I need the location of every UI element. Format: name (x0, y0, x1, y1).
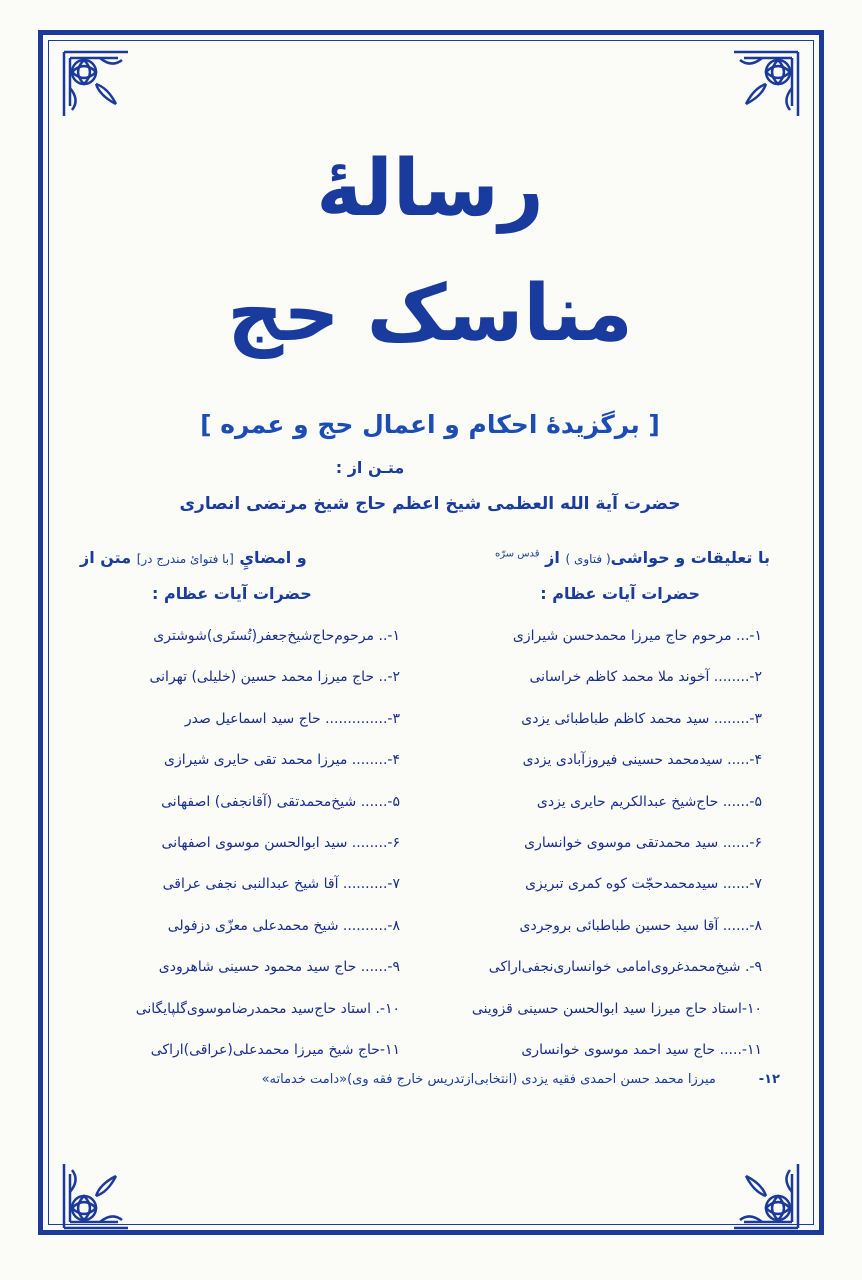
left-heading-main: و امضايِ (239, 548, 307, 567)
list-item: ۹-. شیخ‌محمدغروی‌امامی خوانساری‌نجفی‌اراکی (488, 959, 762, 976)
list-item: ۳-........ سید محمد کاظم طباطبائی یزدی (521, 710, 762, 727)
right-heading-main: با تعلیقات و حواشی (610, 548, 770, 567)
left-column-heading (80, 548, 307, 567)
list-item: ۴-........ میرزا محمد تقی حایری شیرازی (164, 752, 400, 769)
list-item: ۶-........ سید ابوالحسن موسوی اصفهانی (161, 834, 400, 851)
list-item: ۲-.. حاج میرزا محمد حسین (خلیلی) تهرانی (149, 669, 400, 686)
right-heading-end: از (545, 548, 560, 567)
list-item: ۶-...... سید محمدتقی موسوی خوانساری (524, 834, 762, 851)
left-column-list (80, 616, 400, 1071)
list-item: ۴-..... سیدمحمد حسینی فیروزآبادی یزدی (522, 752, 762, 769)
right-column-subheading: حضرات آیات عظام : (540, 584, 700, 603)
list-item: ۷-...... سیدمحمدحجّت کوه کمری تبریزی (525, 876, 762, 893)
title-line-1: رسالهٔ (316, 144, 544, 234)
list-item: ۲-........ آخوند ملا محمد کاظم خراسانی (529, 669, 762, 686)
footer-number: ۱۲- (758, 1072, 780, 1087)
footer-text: میرزا محمد حسن احمدی فقیه یزدی (انتخابی‌ازتدریس خارج فقه وی)«دامت خدماته» (261, 1072, 716, 1087)
list-item: ۸-...... آقا سید حسین طباطبائی بروجردی (519, 917, 762, 934)
footer-item (80, 1072, 780, 1087)
matn-label: متـن از : (335, 458, 405, 477)
right-heading-paren: ( فتاوی ) (565, 552, 611, 566)
title-line-2: مناسک حج (227, 269, 633, 359)
list-item: ۱۱-حاج شیخ میرزا محمدعلی(عراقی)اراکی (150, 1041, 400, 1058)
left-column-subheading: حضرات آیات عظام : (152, 584, 312, 603)
list-item: ۱-... مرحوم حاج میرزا محمدحسن شیرازی (512, 628, 762, 644)
right-column-list (432, 616, 762, 1071)
list-item: ۸-.......... شیخ محمدعلی معزّی دزفولی (167, 917, 400, 934)
list-item: ۹-...... حاج سید محمود حسینی شاهرودی (158, 959, 400, 976)
list-item: ۵-...... شیخ‌محمدتقی (آقانجفی) اصفهانی (161, 793, 400, 810)
list-item: ۱۰-استاد حاج میرزا سید ابوالحسن حسینی قزوینی (471, 1000, 762, 1017)
right-column-heading (495, 548, 770, 567)
list-item: ۱۱-..... حاج سید احمد موسوی خوانساری (521, 1041, 762, 1058)
page-content (80, 0, 780, 1280)
subtitle: [ برگزیدهٔ احکام و اعمال حج و عمره ] (200, 410, 660, 439)
author-line: حضرت آیة الله العظمی شیخ اعظم حاج شیخ مرتضی انصاری (179, 494, 681, 514)
list-item: ۵-...... حاج‌شیخ عبدالکریم حایری یزدی (536, 793, 762, 810)
list-item: ۷-.......... آقا شیخ عبدالنبی نجفی عراقی (162, 876, 400, 893)
list-item: ۱-.. مرحوم‌حاج‌شیخ‌جعفر(تُستَری)شوشتری (153, 628, 400, 644)
list-item: ۳-.............. حاج سید اسماعیل صدر (184, 710, 400, 727)
left-heading-end: متن از (80, 548, 132, 567)
honorific: قدس سرّه (495, 548, 540, 560)
left-heading-bracket: [با فتوائ مندرج در] (136, 552, 234, 566)
list-item: ۱۰-. استاد حاج‌سید محمدرضاموسوی‌گلپایگانی (135, 1000, 400, 1017)
